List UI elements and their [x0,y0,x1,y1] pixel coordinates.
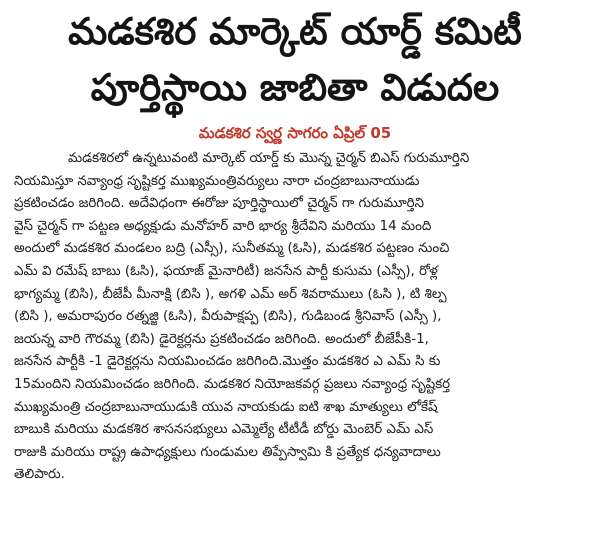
body-line: ముఖ్యమంత్రి చంద్రబాబునాయుడుకి యువ నాయకుడు ఐటి శాఖ మాత్యులు లోకేష్ [14,399,438,415]
body-line: జనసేన పార్టీకి -1 డైరెక్టర్లను నియమించడం జరిగింది.మొత్తం మడకశిర ఎ ఎమ్ సి కు [14,354,441,370]
body-line: 15మందిని నియమించడం జరిగింది. మడకశిర నియోజకవర్గ ప్రజలు నవ్యాంధ్ర సృష్టికర్త [14,376,451,392]
body-line: (బిసి ), అమరాపురం రత్నజ్జి (ఓసి), వీరుపాక్షప్ప (బిసి), గుడిబండ శ్రీనివాస్ (ఎస్సీ ), [14,309,442,325]
body-line: మడకశిరలో ఉన్నటువంటి మార్కెట్ యార్డ్ కు మొన్న చైర్మన్ బిఎస్ గురుమూర్తిని [68,151,470,166]
article-body [10,148,580,487]
dateline: మడకశిర స్వర్ణ సాగరం ఏప్రిల్ 05 [198,124,392,142]
body-line: వైస్ చైర్మన్ గా పట్టణ అధ్యక్షుడు మనోహర్ వారి భార్య శ్రీదేవిని మరియు 14 మంది [14,218,432,234]
headline-line-2: పూర్తిస్థాయి జాబితా విడుదల [90,66,500,109]
body-line: బాబుకి మరియు మడకశిర శాసనసభ్యులు ఎమ్మెల్యే టీటీడీ బోర్డు మెంబెర్ ఎమ్ ఎస్ [14,422,434,438]
body-line: రాజుకి మరియు రాష్ట్ర ఉపాధ్యక్షులు గుండుమల తిప్పేస్వామి కి ప్రత్యేక ధన్యవాదాలు [14,444,441,460]
body-line: తెలిపారు. [14,467,65,483]
body-line: నియమిస్తూ నవ్యాంధ్ర సృష్టికర్త ముఖ్యమంత్రివర్యులు నారా చంద్రబాబునాయుడు [14,173,420,189]
body-line: జయన్న వారి గౌరమ్మ (బిసి) డైరెక్టర్లను ప్రకటించడం జరిగింది. అందులో బీజేపీకి-1, [14,331,429,347]
headline-line-1: మడకశిర మార్కెట్ యార్డ్ కమిటీ [68,10,522,53]
body-line: ఎమ్ వి రమేష్ బాబు (ఓసి), ఫయాజ్ మైనారిటీ) జనసేన పార్టీ కుసుమ (ఎస్సీ), రోళ్ల [14,263,438,279]
body-line: అందులో మడకశిర మండలం బద్రి (ఎస్సీ), సునీతమ్మ (ఓసి), మడకశిర పట్టణం నుంచి [14,241,450,257]
body-line: ప్రకటించడం జరిగింది. అదేవిధంగా ఈరోజు పూర్తిస్థాయిలో చైర్మన్ గా గురుమూర్తిని [14,196,424,212]
body-line: భాగ్యమ్మ (బిసి), బీజేపీ మీనాక్షి (బిసి ), అగళి ఎమ్ అర్ శివరాములు (ఓసి ), టి శిల్ప [14,286,447,302]
